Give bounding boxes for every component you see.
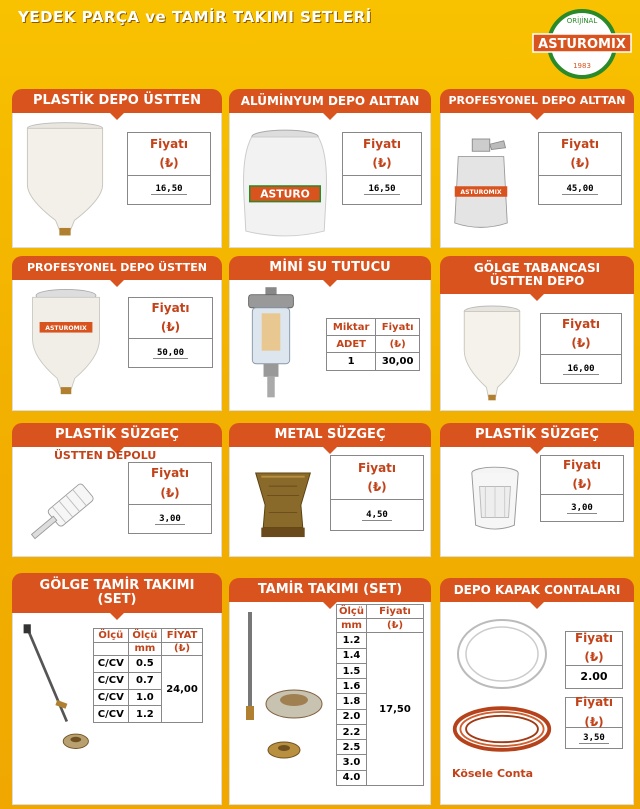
price-value: 45,00 [562, 184, 597, 195]
product-title-line1: GÖLGE TABANCASI [473, 261, 601, 276]
size-cell: 1.2 [337, 633, 367, 648]
price-box [342, 132, 422, 205]
product-title: MİNİ SU TUTUCU [229, 256, 431, 280]
table-cell: 1.2 [128, 706, 161, 723]
price-label: Fiyatı [560, 136, 600, 151]
price-value: 3,00 [155, 514, 185, 525]
price-value: 16,50 [151, 184, 186, 195]
product-title-line2: ÜSTTEN DEPO [489, 274, 585, 288]
logo-year-text: 1983 [573, 62, 591, 70]
repair-kit-table [336, 604, 424, 786]
product-title: DEPO KAPAK CONTALARI [440, 578, 634, 602]
size-cell: 4.0 [337, 770, 367, 785]
size-cell: 2.5 [337, 740, 367, 755]
price-box [128, 297, 213, 368]
aluminium-cup-image [236, 125, 334, 243]
table-cell: C/CV [94, 689, 129, 706]
cup-badge-text: ASTURO [260, 187, 310, 201]
table-cell: 1.0 [128, 689, 161, 706]
currency-symbol: (₺) [572, 477, 592, 491]
qty-value: 1 [327, 353, 376, 371]
price-label: Fiyatı [357, 460, 397, 475]
asturomix-logo [531, 6, 633, 80]
logo-brand-text: ASTUROMIX [538, 37, 626, 52]
price-value: 16,00 [563, 364, 598, 375]
price-box [127, 132, 211, 205]
gasket-caption: Kösele Conta [452, 767, 534, 780]
product-title-block [12, 573, 222, 613]
price-label: Fiyatı [150, 466, 190, 481]
size-cell: 1.8 [337, 694, 367, 709]
plastic-filter-image [18, 470, 120, 550]
table-cell: 0.7 [128, 672, 161, 689]
col-unit: mm [128, 642, 161, 656]
price-label: Fiyatı [362, 136, 402, 151]
price-box [128, 462, 212, 534]
price-box [330, 455, 424, 531]
col-unit: (₺) [162, 642, 203, 656]
pro-cup-bottom-image [446, 131, 516, 245]
currency-symbol: (₺) [584, 714, 604, 729]
price-box [540, 313, 622, 384]
size-cell: 1.5 [337, 663, 367, 678]
qty-header-unit: ADET [327, 336, 376, 353]
product-title: PROFESYONEL DEPO ALTTAN [440, 89, 634, 113]
price-value: 17,50 [366, 633, 423, 786]
cup-badge-text: ASTUROMIX [45, 324, 87, 332]
price-label: Fiyatı [574, 631, 614, 646]
repair-kit-image [232, 608, 332, 788]
currency-symbol: (₺) [367, 479, 387, 494]
size-cell: 1.6 [337, 679, 367, 694]
currency-symbol: (₺) [159, 155, 179, 170]
size-cell: 2.2 [337, 724, 367, 739]
qty-header: Miktar [327, 319, 376, 336]
plastic-cup-image [18, 116, 112, 244]
currency-symbol: (₺) [160, 485, 180, 500]
plastic-filter-cup-image [466, 462, 524, 542]
currency-symbol: (₺) [570, 155, 590, 170]
size-cell: 2.0 [337, 709, 367, 724]
price-box [565, 631, 623, 689]
price-value: 4,50 [362, 510, 392, 521]
table-cell: 0.5 [128, 656, 161, 673]
col-unit: mm [337, 619, 367, 633]
needle-set-image [20, 616, 92, 764]
water-trap-table [326, 318, 420, 371]
cup-badge-text: ASTUROMIX [460, 189, 502, 197]
gasket-ring-image [452, 614, 552, 694]
currency-symbol: (₺) [584, 650, 604, 665]
price-label: Fiyatı [574, 695, 614, 710]
product-title: METAL SÜZGEÇ [229, 423, 431, 447]
price-header-unit: (₺) [376, 336, 420, 353]
product-title: TAMİR TAKIMI (SET) [229, 578, 431, 602]
product-title-line1: GÖLGE TAMİR TAKIMI [39, 578, 195, 594]
table-cell: C/CV [94, 672, 129, 689]
col-unit: (₺) [366, 619, 423, 633]
price-value: 30,00 [376, 353, 420, 371]
metal-filter-image [250, 466, 316, 544]
price-box [540, 455, 624, 522]
price-value: 24,00 [162, 656, 203, 723]
price-header: Fiyatı [376, 319, 420, 336]
price-value: 3,50 [579, 733, 609, 744]
product-subtitle: ÜSTTEN DEPOLU [54, 449, 157, 462]
shadow-gun-cup-image [455, 304, 529, 406]
product-title-block [440, 256, 634, 294]
currency-symbol: (₺) [160, 320, 181, 335]
size-cell: 1.4 [337, 648, 367, 663]
pro-cup-top-image [22, 282, 110, 406]
price-box [538, 132, 622, 205]
product-title: PLASTİK DEPO ÜSTTEN [12, 89, 222, 113]
price-value: 2.00 [580, 670, 608, 684]
price-label: Fiyatı [151, 301, 190, 315]
currency-symbol: (₺) [571, 336, 591, 351]
price-value: 16,50 [364, 184, 399, 195]
price-value: 50,00 [153, 348, 188, 359]
price-label: Fiyatı [149, 136, 189, 151]
shadow-repair-table [93, 628, 203, 723]
col-header: Ölçü [128, 629, 161, 643]
table-cell: C/CV [94, 706, 129, 723]
col-header: Ölçü [337, 605, 367, 619]
product-title-line2: (SET) [97, 592, 137, 607]
col-header: Fiyatı [366, 605, 423, 619]
currency-symbol: (₺) [372, 155, 392, 170]
price-value: 3,00 [567, 503, 597, 514]
size-cell: 3.0 [337, 755, 367, 770]
product-title: PROFESYONEL DEPO ÜSTTEN [12, 256, 222, 280]
logo-top-text: ORİJİNAL [566, 17, 598, 25]
product-title: ALÜMİNYUM DEPO ALTTAN [229, 89, 431, 113]
price-label: Fiyatı [561, 317, 601, 331]
col-header: Ölçü [94, 629, 129, 643]
page-title: YEDEK PARÇA ve TAMİR TAKIMI SETLERİ [18, 8, 372, 26]
table-cell: C/CV [94, 656, 129, 673]
water-trap-image [243, 285, 299, 407]
product-title: PLASTİK SÜZGEÇ [12, 423, 222, 447]
col-header: FİYAT [162, 629, 203, 643]
price-label: Fiyatı [562, 457, 602, 472]
price-box [565, 697, 623, 749]
leather-gasket-image [450, 700, 554, 758]
product-title: PLASTİK SÜZGEÇ [440, 423, 634, 447]
